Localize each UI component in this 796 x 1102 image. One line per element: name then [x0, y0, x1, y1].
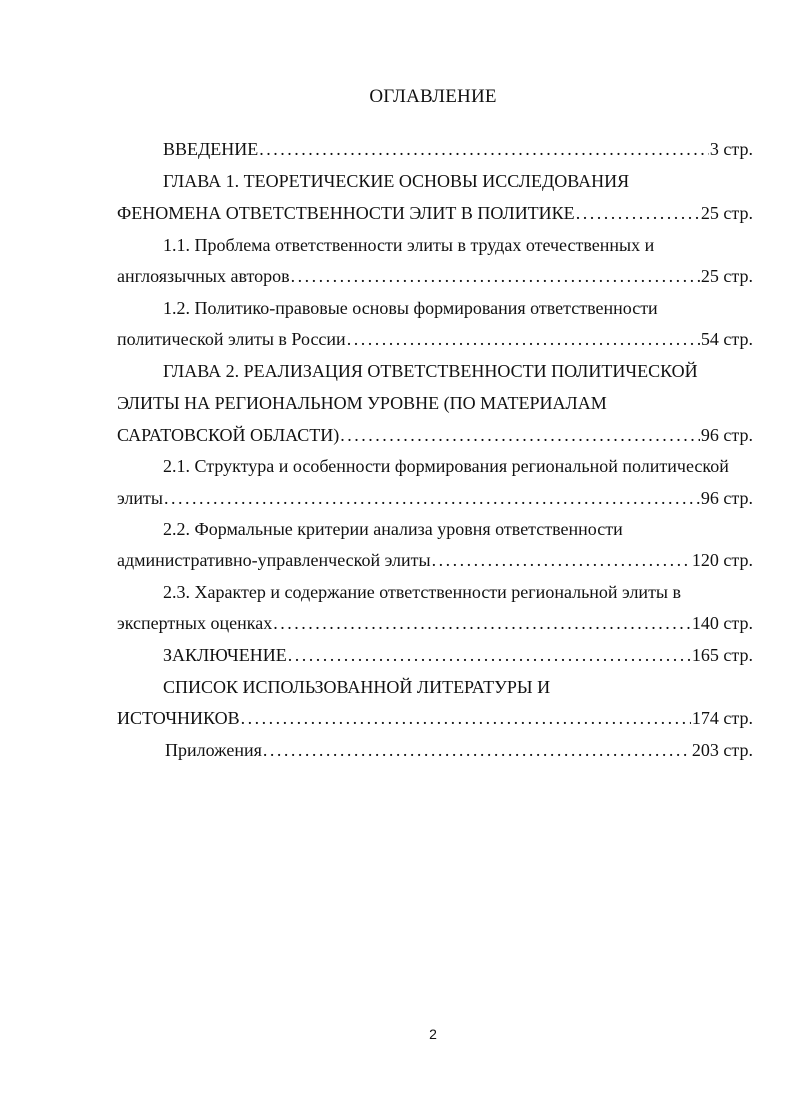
- toc-entry-2-3-line1[interactable]: 2.3. Характер и содержание ответственности региональной элиты в: [163, 582, 682, 602]
- toc-entry-ch2[interactable]: [117, 424, 753, 446]
- toc-entry-2-2-line1[interactable]: 2.2. Формальные критерии анализа уровня ответственности: [163, 519, 623, 539]
- toc-entry-2-3[interactable]: [117, 612, 753, 634]
- toc-entry-label: Приложения: [165, 740, 262, 760]
- toc-page-ref: 203 стр.: [691, 740, 753, 760]
- dot-leader: [347, 328, 700, 350]
- toc-entry-label: экспертных оценках: [117, 613, 273, 633]
- page-number: 2: [429, 1026, 437, 1042]
- toc-entry-ch2-line2[interactable]: ЭЛИТЫ НА РЕГИОНАЛЬНОМ УРОВНЕ (ПО МАТЕРИАЛАМ: [117, 393, 607, 413]
- dot-leader: [263, 739, 691, 761]
- toc-page-ref: 96 стр.: [700, 488, 753, 508]
- toc-entry-ch1-line1[interactable]: ГЛАВА 1. ТЕОРЕТИЧЕСКИЕ ОСНОВЫ ИССЛЕДОВАНИЯ: [163, 171, 630, 191]
- toc-entry-2-2[interactable]: [117, 549, 753, 571]
- toc-entry-conclusion[interactable]: [163, 644, 753, 666]
- dot-leader: [291, 265, 700, 287]
- toc-page-ref: 25 стр.: [700, 203, 753, 223]
- toc-entry-label: административно-управленческой элиты: [117, 550, 431, 570]
- toc-entry-label: САРАТОВСКОЙ ОБЛАСТИ): [117, 425, 340, 445]
- toc-entry-1-2[interactable]: [117, 328, 753, 350]
- toc-page-ref: 165 стр.: [691, 645, 753, 665]
- toc-entry-label: ИСТОЧНИКОВ: [117, 708, 240, 728]
- toc-entry-1-1-line1[interactable]: 1.1. Проблема ответственности элиты в трудах отечественных и: [163, 235, 655, 255]
- toc-entry-ch2-line1[interactable]: ГЛАВА 2. РЕАЛИЗАЦИЯ ОТВЕТСТВЕННОСТИ ПОЛИТИЧЕСКОЙ: [163, 361, 698, 381]
- dot-leader: [288, 644, 691, 666]
- dot-leader: [432, 549, 691, 571]
- toc-entry-refs[interactable]: [117, 707, 753, 729]
- dot-leader: [273, 612, 691, 634]
- toc-entry-label: политической элиты в России: [117, 329, 346, 349]
- toc-entry-1-2-line1[interactable]: 1.2. Политико-правовые основы формирования ответственности: [163, 298, 658, 318]
- dot-leader: [259, 138, 709, 160]
- toc-entry-2-1-line1[interactable]: 2.1. Структура и особенности формирования региональной политической: [163, 456, 729, 476]
- dot-leader: [340, 424, 700, 446]
- toc-entry-refs-line1[interactable]: СПИСОК ИСПОЛЬЗОВАННОЙ ЛИТЕРАТУРЫ И: [163, 677, 551, 697]
- toc-entry-label: ВВЕДЕНИЕ: [163, 139, 259, 159]
- toc-entry-label: англоязычных авторов: [117, 266, 290, 286]
- toc-page-ref: 174 стр.: [691, 708, 753, 728]
- toc-page-ref: 3 стр.: [709, 139, 753, 159]
- toc-page-ref: 140 стр.: [691, 613, 753, 633]
- toc-entry-1-1[interactable]: [117, 265, 753, 287]
- toc-entry-intro[interactable]: [163, 138, 753, 160]
- dot-leader: [241, 707, 691, 729]
- toc-entry-2-1[interactable]: [117, 487, 753, 509]
- toc-page-ref: 120 стр.: [691, 550, 753, 570]
- toc-entry-ch1[interactable]: [117, 202, 753, 224]
- dot-leader: [576, 202, 700, 224]
- toc-entry-label: ФЕНОМЕНА ОТВЕТСТВЕННОСТИ ЭЛИТ В ПОЛИТИКЕ: [117, 203, 575, 223]
- toc-page-ref: 54 стр.: [700, 329, 753, 349]
- toc-entry-label: ЗАКЛЮЧЕНИЕ: [163, 645, 287, 665]
- toc-page-ref: 96 стр.: [700, 425, 753, 445]
- page-title: ОГЛАВЛЕНИЕ: [369, 86, 497, 107]
- toc-page-ref: 25 стр.: [700, 266, 753, 286]
- toc-entry-appendix[interactable]: [165, 739, 753, 761]
- toc-entry-label: элиты: [117, 488, 163, 508]
- dot-leader: [164, 487, 700, 509]
